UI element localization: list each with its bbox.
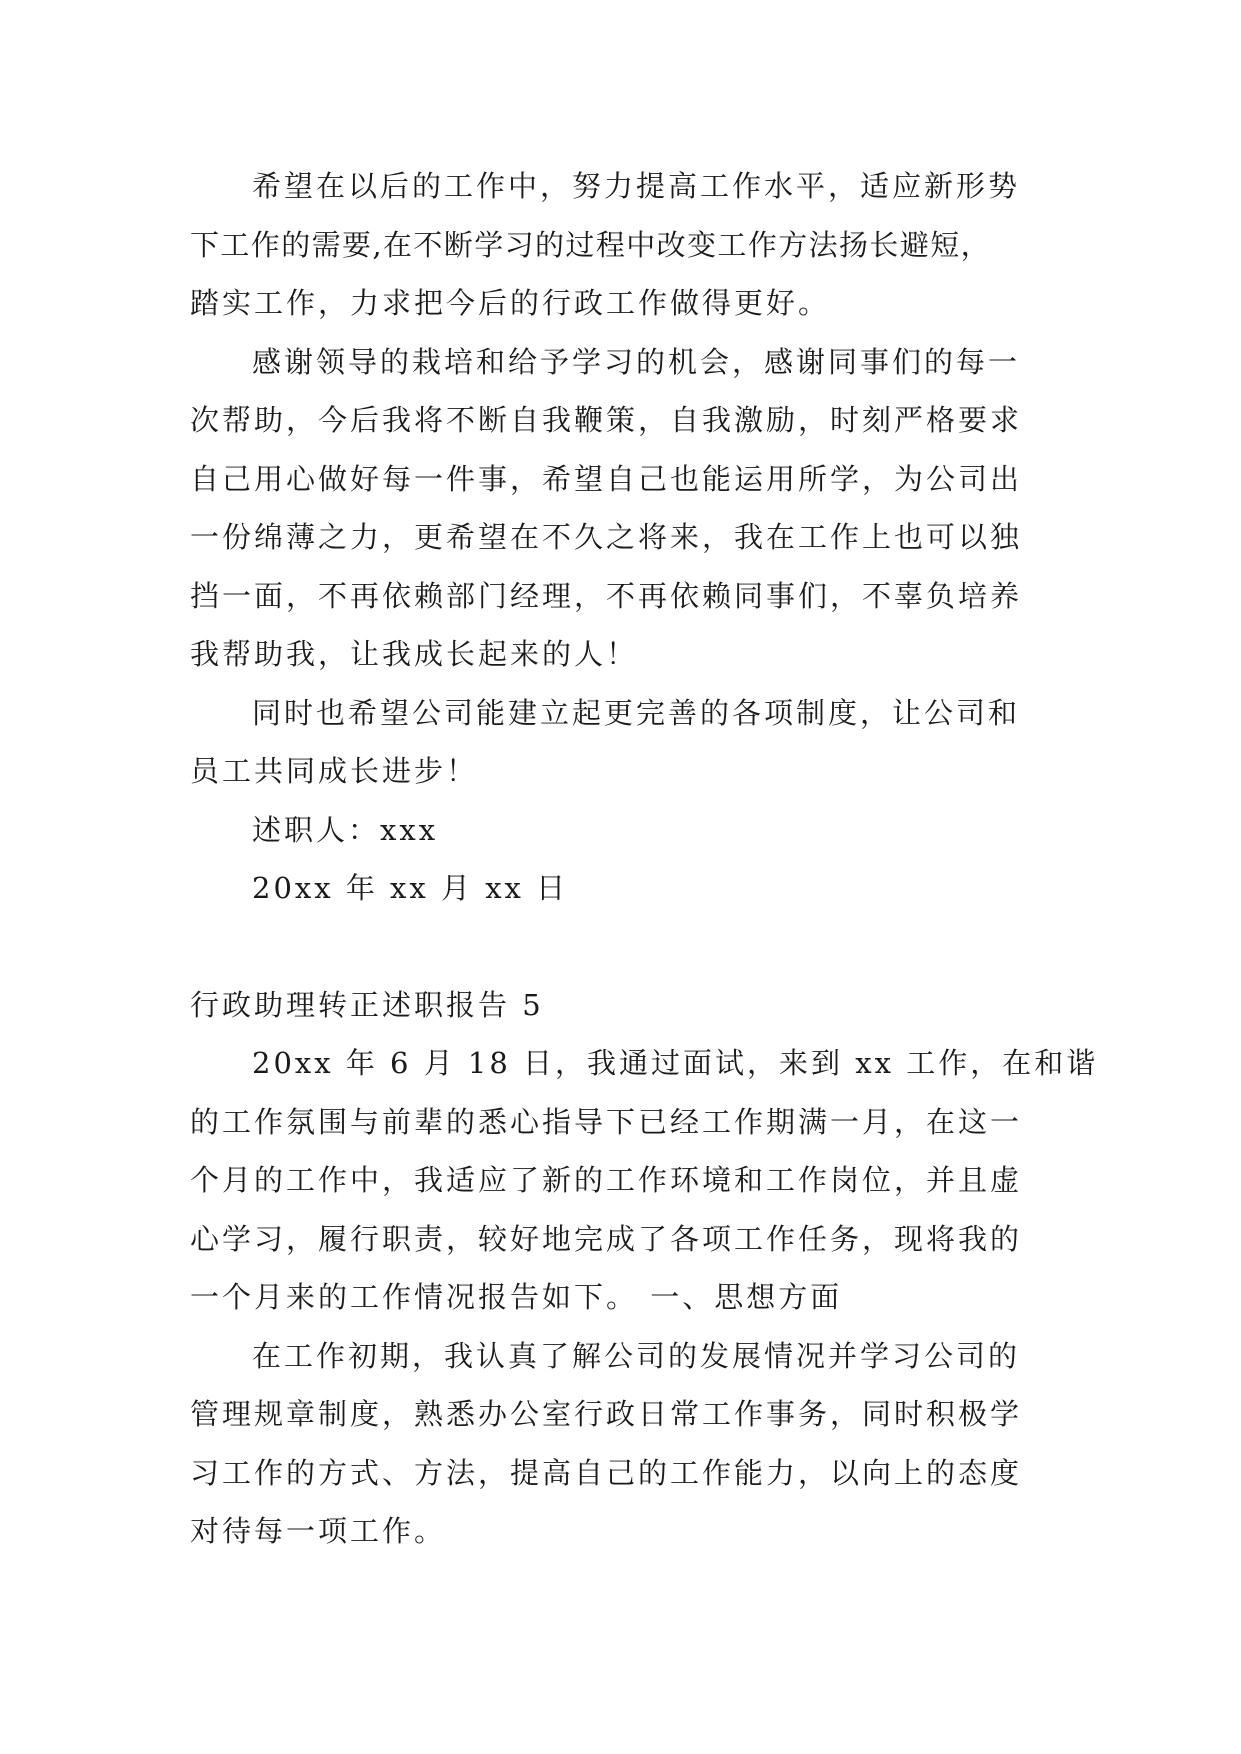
paragraph: [190, 1327, 1070, 1561]
signature: 述职人：xxx: [252, 812, 439, 847]
text-line: 员工共同成长进步！: [190, 754, 479, 788]
text-line: 一份绵薄之力，更希望在不久之将来，我在工作上也可以独: [190, 520, 1023, 554]
text-line: 个月的工作中，我适应了新的工作环境和工作岗位，并且虚: [190, 1163, 1023, 1197]
text-line: 对待每一项工作。: [190, 1514, 447, 1548]
text-line: 心学习，履行职责，较好地完成了各项工作任务，现将我的: [190, 1221, 1023, 1256]
spacer: [190, 918, 1070, 976]
date: 20xx 年 xx 月 xx 日: [252, 871, 569, 905]
text-line: 同时也希望公司能建立起更完善的各项制度，让公司和: [252, 695, 1021, 730]
text-line: 踏实工作，力求把今后的行政工作做得更好。: [190, 286, 831, 320]
text-line: 习工作的方式、方法，提高自己的工作能力，以向上的态度: [190, 1455, 1023, 1490]
paragraph: [190, 333, 1070, 684]
section-title: 行政助理转正述职报告 5: [190, 987, 544, 1022]
text-line: 在工作初期，我认真了解公司的发展情况并学习公司的: [252, 1338, 1021, 1373]
paragraph: [190, 1034, 1099, 1327]
text-line: 次帮助，今后我将不断自我鞭策，自我激励，时刻严格要求: [190, 403, 1023, 437]
paragraph: [190, 684, 1070, 801]
text-line: 管理规章制度，熟悉办公室行政日常工作事务，同时积极学: [190, 1397, 1023, 1431]
text-line: 的工作氛围与前辈的悉心指导下已经工作期满一月，在这一: [190, 1104, 1023, 1139]
text-line: 挡一面，不再依赖部门经理，不再依赖同事们，不辜负培养: [190, 578, 1023, 613]
text-line: 我帮助我，让我成长起来的人！: [190, 637, 639, 671]
text-line: 希望在以后的工作中，努力提高工作水平，适应新形势: [252, 169, 1021, 203]
text-line: 下工作的需要,在不断学习的过程中改变工作方法扬长避短，: [190, 227, 992, 262]
document-page: [190, 157, 1099, 1561]
text-line: 20xx 年 6 月 18 日，我通过面试，来到 xx 工作，在和谐: [252, 1046, 1099, 1080]
paragraph: [190, 157, 1070, 333]
text-line: 自己用心做好每一件事，希望自己也能运用所学，为公司出: [190, 461, 1023, 496]
text-line: 感谢领导的栽培和给予学习的机会，感谢同事们的每一: [252, 344, 1021, 379]
text-line: 一个月来的工作情况报告如下。 一、思想方面: [190, 1280, 843, 1314]
